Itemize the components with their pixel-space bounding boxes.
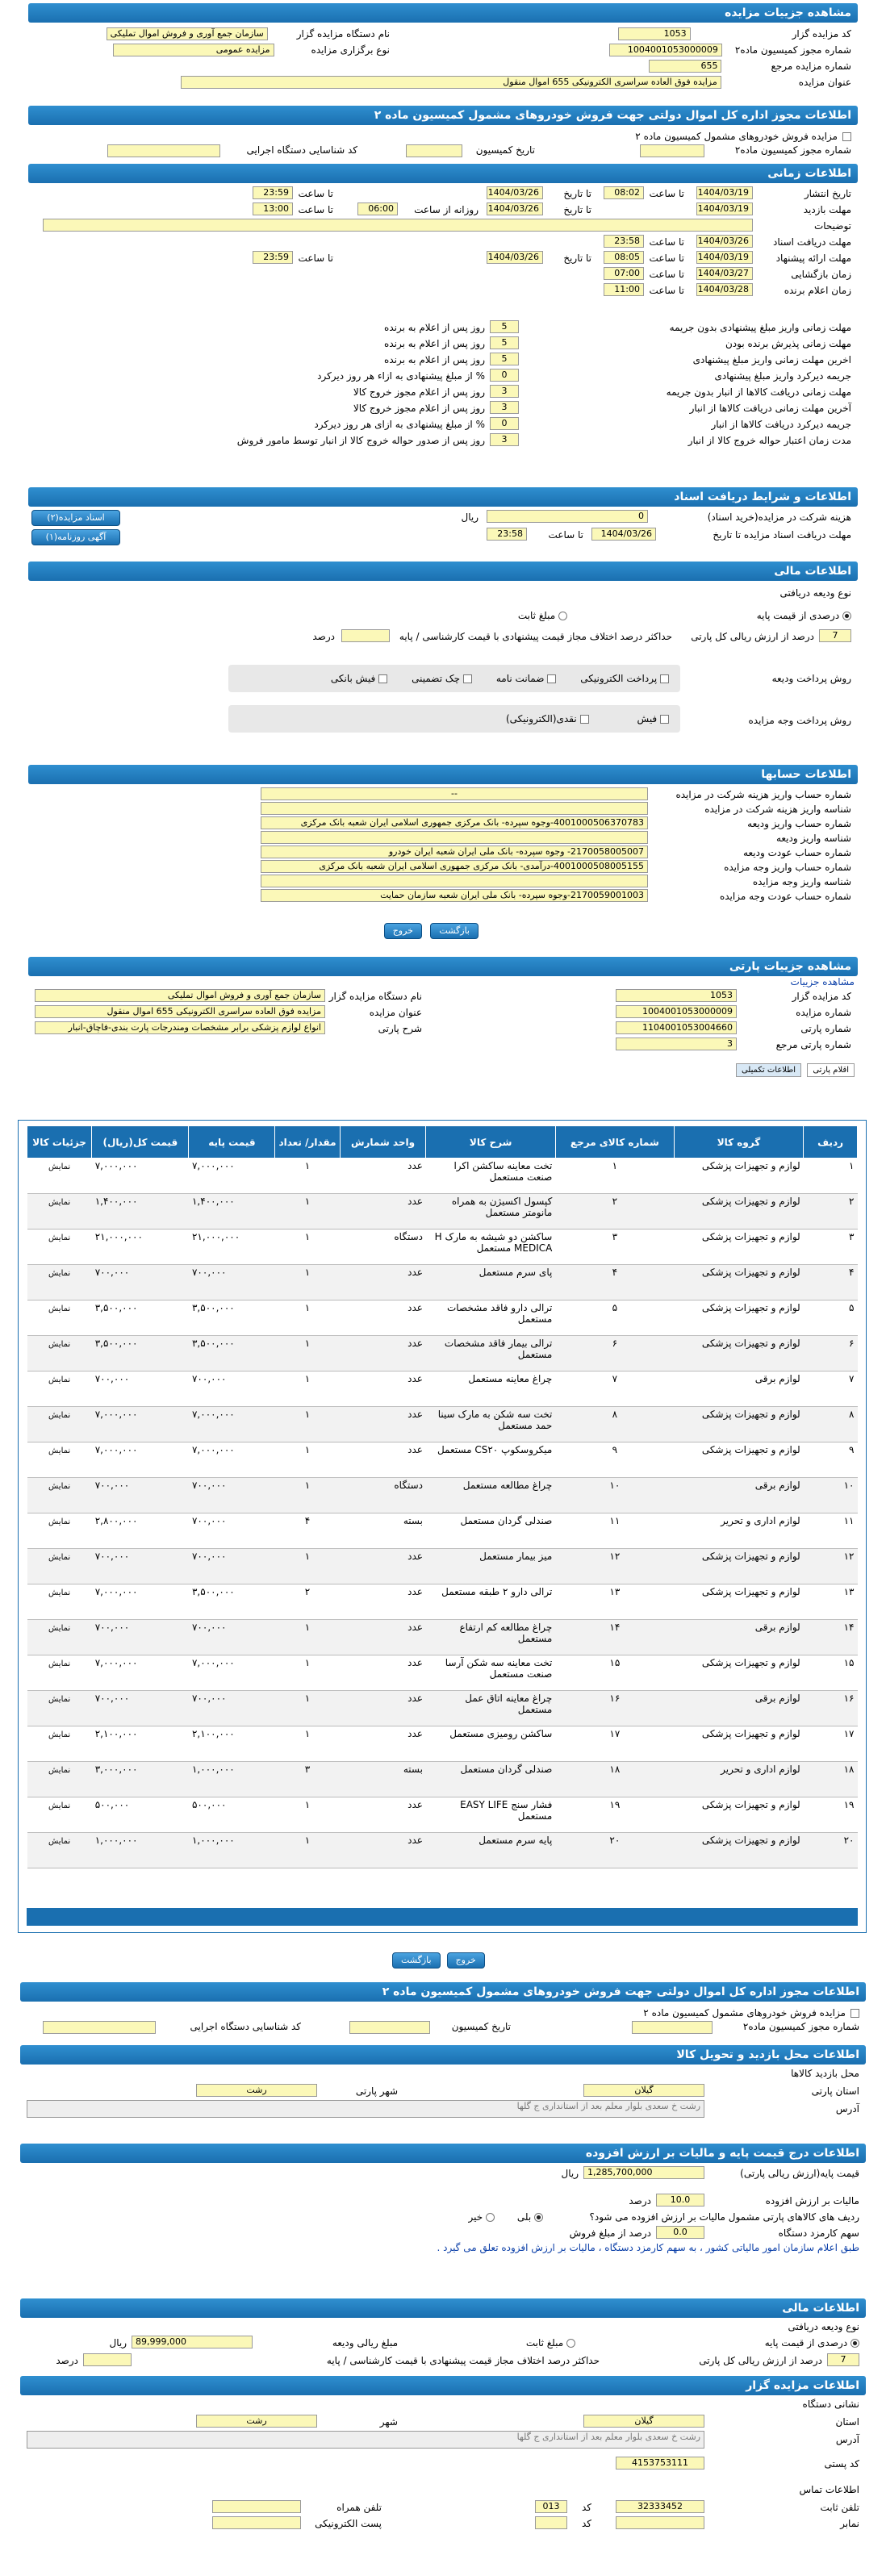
start-time-field: 07:00 bbox=[604, 267, 644, 280]
fixed-deposit-radio-2[interactable] bbox=[566, 2339, 575, 2348]
show-details-link[interactable]: نمایش bbox=[48, 1731, 71, 1739]
area-code-field: 013 bbox=[535, 2500, 567, 2513]
table-row: ۲ لوازم و تجهیزات پزشکی ۲ کپسول اکسیژن به همراه مانومتر مستعمل عدد ۱ ۱,۴۰۰,۰۰۰ ۱,۴۰۰,۰۰۰ نمایش bbox=[27, 1194, 858, 1230]
show-details-link[interactable]: نمایش bbox=[48, 1802, 71, 1810]
auctioneer-code-field: 1053 bbox=[618, 27, 691, 40]
description-field bbox=[43, 219, 753, 232]
slip-payment-checkbox[interactable] bbox=[660, 715, 669, 724]
show-details-link[interactable]: نمایش bbox=[48, 1163, 71, 1171]
deposit-amount-field: 89,999,000 bbox=[132, 2336, 253, 2348]
party-field: سازمان جمع آوری و فروش اموال تملیکی bbox=[35, 989, 325, 1002]
rule-value-field: 3 bbox=[490, 433, 519, 446]
auctioneer-province-field: گیلان bbox=[583, 2415, 704, 2428]
account-field: 2170058005007- وجوه سپرده- بانک ملی ایران شعبه ایران خودرو bbox=[261, 845, 648, 858]
show-details-link[interactable]: نمایش bbox=[48, 1305, 71, 1313]
document-conditions-section: اطلاعات و شرایط دریافت اسناد هزینه شرکت در مزایده(خرید اسناد) 0 ریال مهلت دریافت اسناد مزایده تا تاریخ 1404/03/26 تا ساعت 23:58 اسناد مزایده(۲) آگهی روزنامه(۱) bbox=[28, 487, 858, 550]
column-header: قیمت کل(ریال) bbox=[92, 1126, 189, 1159]
account-field bbox=[261, 875, 648, 887]
end-date-field: 1404/03/26 bbox=[487, 186, 543, 199]
payment-methods-box: فیش نقدی(الکترونیکی) bbox=[228, 705, 680, 733]
party-field: 1053 bbox=[616, 989, 737, 1002]
party-details-section: مشاهده جزییات پارتی مشاهده جزییات کد مزایده گزار 1053 نام دستگاه مزایده گزار سازمان جمع آوری و فروش اموال تملیکی شماره مزایده 1004001053000009 عنوان مزایده مزایده فوق العاده سراسری الکترونیکی 655 اموال منقول شماره پارتی 1104001053004660 شرح پارتی انواع لوازم پزشکی برابر مشخصات ومندرجات پارت بندی-فاچاق-انبار شماره پارتی مرجع 3 اقلام پارتی اطلاعات تکمیلی bbox=[28, 957, 858, 1081]
max-diff-field bbox=[341, 629, 390, 642]
base-price-field: 1,285,700,000 bbox=[583, 2166, 704, 2179]
vat-field: 10.0 bbox=[656, 2194, 704, 2207]
section-title: اطلاعات حسابها bbox=[28, 765, 858, 784]
start-date-field: 1404/03/19 bbox=[696, 186, 753, 199]
deposit-methods-box: پرداخت الکترونیکی ضمانت نامه چک تضمینی فیش بانکی bbox=[228, 665, 680, 692]
table-row: ۷ لوازم برقی ۷ چراغ معاینه مستعمل عدد ۱ ۷۰۰,۰۰۰ ۷۰۰,۰۰۰ نمایش bbox=[27, 1372, 858, 1407]
rule-value-field: 3 bbox=[490, 401, 519, 414]
fixed-deposit-radio[interactable] bbox=[558, 612, 567, 620]
section-title: اطلاعات و شرایط دریافت اسناد bbox=[28, 487, 858, 507]
show-details-link[interactable]: نمایش bbox=[48, 1766, 71, 1775]
show-details-link[interactable]: نمایش bbox=[48, 1482, 71, 1491]
deposit-percent-field: 7 bbox=[819, 629, 851, 642]
party-field: مزایده فوق العاده سراسری الکترونیکی 655 اموال منقول bbox=[35, 1005, 325, 1018]
column-header: ردیف bbox=[804, 1126, 858, 1159]
show-details-link[interactable]: نمایش bbox=[48, 1553, 71, 1562]
mobile-field bbox=[212, 2500, 301, 2513]
column-header: واحد شمارش bbox=[340, 1126, 426, 1159]
start-time-field: 08:05 bbox=[604, 251, 644, 264]
table-row: ۱۶ لوازم برقی ۱۶ چراغ معاینه اتاق عمل مستعمل عدد ۱ ۷۰۰,۰۰۰ ۷۰۰,۰۰۰ نمایش bbox=[27, 1691, 858, 1726]
table-row: ۱۴ لوازم برقی ۱۴ چراغ مطالعه کم ارتفاع مستعمل عدد ۱ ۷۰۰,۰۰۰ ۷۰۰,۰۰۰ نمایش bbox=[27, 1620, 858, 1655]
show-details-link[interactable]: نمایش bbox=[48, 1234, 71, 1242]
table-row: ۴ لوازم و تجهیزات پزشکی ۴ پای سرم مستعمل عدد ۱ ۷۰۰,۰۰۰ ۷۰۰,۰۰۰ نمایش bbox=[27, 1265, 858, 1301]
show-details-link[interactable]: نمایش bbox=[48, 1376, 71, 1384]
show-details-link[interactable]: نمایش bbox=[48, 1695, 71, 1704]
end-time-field: 23:59 bbox=[253, 186, 293, 199]
column-header: شرح کالا bbox=[426, 1126, 555, 1159]
rule-value-field: 5 bbox=[490, 353, 519, 365]
table-row: ۸ لوازم و تجهیزات پزشکی ۸ تخت سه شکن به مارک سینا حمد مستعمل عدد ۱ ۷,۰۰۰,۰۰۰ ۷,۰۰۰,۰۰۰ نمایش bbox=[27, 1407, 858, 1442]
party-address-field: رشت خ سعدی بلوار معلم بعد از استانداری ج گلها bbox=[27, 2100, 704, 2118]
start-date-field: 1404/03/26 bbox=[696, 235, 753, 248]
show-details-link[interactable]: نمایش bbox=[48, 1660, 71, 1668]
section-title: اطلاعات مالی bbox=[28, 562, 858, 581]
commission-permit-field bbox=[640, 144, 704, 157]
end-date-field: 1404/03/26 bbox=[487, 251, 543, 264]
commission-checkbox-2[interactable] bbox=[850, 2009, 859, 2018]
end-date-field: 1404/03/26 bbox=[487, 202, 543, 215]
account-field bbox=[261, 831, 648, 844]
auction-type-field: مزایده عمومی bbox=[113, 44, 274, 56]
tab-party-items[interactable]: اقلام پارتی bbox=[807, 1063, 855, 1077]
rule-value-field: 0 bbox=[490, 417, 519, 430]
electronic-payment-checkbox[interactable] bbox=[660, 674, 669, 683]
items-table bbox=[27, 1125, 858, 1868]
deposit-percent-field-2: 7 bbox=[827, 2353, 859, 2366]
end-time-field: 13:00 bbox=[253, 202, 293, 215]
show-details-link[interactable]: نمایش bbox=[48, 1198, 71, 1207]
show-details-link[interactable]: نمایش bbox=[48, 1411, 71, 1420]
guarantee-checkbox[interactable] bbox=[547, 674, 556, 683]
start-date-field: 1404/03/19 bbox=[696, 202, 753, 215]
table-row: ۲۰ لوازم و تجهیزات پزشکی ۲۰ پایه سرم مستعمل عدد ۱ ۱,۰۰۰,۰۰۰ ۱,۰۰۰,۰۰۰ نمایش bbox=[27, 1833, 858, 1868]
account-field: 2170059001003-وجوه سپرده- بانک ملی ایران شعبه سازمان حمایت bbox=[261, 889, 648, 902]
exit-button[interactable]: خروج bbox=[384, 923, 422, 939]
max-diff-field-2 bbox=[83, 2353, 132, 2366]
auctioneer-city-field: رشت bbox=[196, 2415, 317, 2428]
commission-permit-field-2 bbox=[632, 2021, 713, 2034]
account-field: -- bbox=[261, 787, 648, 800]
table-row: ۹ لوازم و تجهیزات پزشکی ۹ میکروسکوپ CS۲۰ مستعمل عدد ۱ ۷,۰۰۰,۰۰۰ ۷,۰۰۰,۰۰۰ نمایش bbox=[27, 1442, 858, 1478]
party-province-field: گیلان bbox=[583, 2084, 704, 2097]
section-title: اطلاعات زمانی bbox=[28, 164, 858, 183]
bank-slip-checkbox[interactable] bbox=[378, 674, 387, 683]
show-details-link[interactable]: نمایش bbox=[48, 1447, 71, 1455]
section-title: اطلاعات درج قیمت پایه و مالیات بر ارزش افزوده bbox=[20, 2144, 866, 2163]
vat-no-radio[interactable] bbox=[486, 2213, 495, 2222]
start-date-field: 1404/03/27 bbox=[696, 267, 753, 280]
agency-id-field bbox=[107, 144, 220, 157]
auction-documents-button[interactable]: اسناد مزایده(۲) bbox=[31, 510, 120, 526]
daily-time-field: 06:00 bbox=[357, 202, 398, 215]
commission-checkbox[interactable] bbox=[842, 132, 851, 141]
percent-deposit-radio[interactable] bbox=[842, 612, 851, 620]
table-row: ۱۲ لوازم و تجهیزات پزشکی ۱۲ میز بیمار مستعمل عدد ۱ ۷۰۰,۰۰۰ ۷۰۰,۰۰۰ نمایش bbox=[27, 1549, 858, 1584]
cheque-checkbox[interactable] bbox=[463, 674, 472, 683]
percent-deposit-radio-2[interactable] bbox=[850, 2339, 859, 2348]
rule-value-field: 3 bbox=[490, 385, 519, 398]
table-row: ۱۸ لوازم اداری و تحریر ۱۸ صندلی گردان مستعمل بسته ۳ ۱,۰۰۰,۰۰۰ ۳,۰۰۰,۰۰۰ نمایش bbox=[27, 1762, 858, 1797]
document-deadline-date: 1404/03/26 bbox=[591, 528, 656, 541]
cash-payment-checkbox[interactable] bbox=[580, 715, 589, 724]
show-details-link[interactable]: نمایش bbox=[48, 1518, 71, 1526]
end-time-field: 23:59 bbox=[253, 251, 293, 264]
auction-details-section: مشاهده جزییات مزایده کد مزایده گزار 1053 نام دستگاه مزایده گزار سازمان جمع آوری و فروش اموال تملیکی شماره مجوز کمیسیون ماده۲ 1004001053000009 نوع برگزاری مزایده مزایده عمومی شماره مزایده مرجع 655 عنوان مزایده مزایده فوق العاده سراسری الکترونیکی 655 اموال منقول bbox=[28, 3, 858, 100]
accounts-section: اطلاعات حسابها شماره حساب واریز هزینه شرکت در مزایده -- شناسه واریز هزینه شرکت در مزایده شماره حساب واریز ودیعه 4001000506370783-وجوه سپرده- بانک مرکزی جمهوری اسلامی ایران شعبه بانک مرکزی شناسه واریز ودیعه شماره حساب عودت ودیعه 2170058005007- وجوه سپرده- بانک ملی ایران شعبه ایران خودرو شماره حساب واریز وجه مزایده 4001000508005155-درآمدی- بانک مرکزی جمهوری اسلامی ایران شعبه بانک مرکزی شناسه واریز وجه مزایده شماره حساب عودت وجه مزایده 2170059001003-وجوه سپرده- بانک ملی ایران شعبه سازمان حمایت بازگشت خروج bbox=[28, 765, 858, 946]
back-button[interactable]: بازگشت bbox=[430, 923, 479, 939]
start-time-field: 08:02 bbox=[604, 186, 644, 199]
postal-code-field: 4153753111 bbox=[616, 2457, 704, 2470]
reference-number-field: 655 bbox=[649, 60, 721, 73]
commission-permit-section: اطلاعات مجوز اداره کل اموال دولتی جهت فروش خودروهای مشمول کمیسیون ماده ۲ مزایده فروش خودروهای مشمول کمیسیون ماده ۲ شماره مجوز کمیسیون ماده۲ تاریخ کمیسیون کد شناسایی دستگاه اجرایی bbox=[28, 106, 858, 161]
start-time-field: 11:00 bbox=[604, 283, 644, 296]
commission-date-field-2 bbox=[349, 2021, 430, 2034]
section-title: اطلاعات مزایده گزار bbox=[20, 2376, 866, 2395]
show-details-link[interactable]: نمایش bbox=[48, 1269, 71, 1278]
permit-number-field: 1004001053000009 bbox=[609, 44, 722, 56]
commission-share-field: 0.0 bbox=[656, 2226, 704, 2239]
document-deadline-time: 23:58 bbox=[487, 528, 527, 541]
account-field bbox=[261, 802, 648, 815]
section-title: مشاهده جزییات پارتی bbox=[28, 957, 858, 976]
visit-location-section: اطلاعات محل بازدید و تحویل کالا محل بازدید کالاها استان پارتی گیلان شهر پارتی رشت آدرس رشت خ سعدی بلوار معلم بعد از استانداری ج گلها bbox=[20, 2045, 866, 2119]
start-date-field: 1404/03/19 bbox=[696, 251, 753, 264]
exit-button[interactable]: خروج bbox=[447, 1952, 485, 1969]
commission-date-field bbox=[406, 144, 462, 157]
back-button[interactable]: بازگشت bbox=[392, 1952, 441, 1969]
vat-note: طبق اعلام سازمان امور مالیاتی کشور ، به سهم کارمزد دستگاه ، مالیات بر ارزش افزوده تعلق می گیرد . bbox=[437, 2242, 859, 2253]
party-field: انواع لوازم پزشکی برابر مشخصات ومندرجات پارت بندی-فاچاق-انبار bbox=[35, 1021, 325, 1034]
table-footer bbox=[27, 1908, 858, 1926]
column-header: شماره کالای مرجع bbox=[555, 1126, 674, 1159]
party-field: 3 bbox=[616, 1037, 737, 1050]
party-city-field: رشت bbox=[196, 2084, 317, 2097]
financial-section: اطلاعات مالی نوع ودیعه دریافتی درصدی از قیمت پایه مبلغ ثابت 7 درصد از ارزش ریالی کل پارتی حداکثر درصد اختلاف مجاز قیمت پیشنهادی با قیمت کارشناسی / پایه درصد روش پرداخت ودیعه پرداخت الکترونیکی ضمانت نامه چک تضمینی فیش بانکی روش پرداخت وجه مزایده فیش نقدی(الکترونیکی) bbox=[28, 562, 858, 774]
commission-permit-section-2: اطلاعات مجوز اداره کل اموال دولتی جهت فروش خودروهای مشمول کمیسیون ماده ۲ مزایده فروش خودروهای مشمول کمیسیون ماده ۲ شماره مجوز کمیسیون ماده۲ تاریخ کمیسیون کد شناسایی دستگاه اجرایی bbox=[20, 1982, 866, 2037]
auctioneer-name-field: سازمان جمع آوری و فروش اموال تملیکی bbox=[107, 27, 268, 40]
start-time-field: 23:58 bbox=[604, 235, 644, 248]
table-row: ۵ لوازم و تجهیزات پزشکی ۵ ترالی دارو فاقد مشخصات مستعمل عدد ۱ ۳,۵۰۰,۰۰۰ ۳,۵۰۰,۰۰۰ نمایش bbox=[27, 1301, 858, 1336]
table-row: ۱۰ لوازم برقی ۱۰ چراغ مطالعه مستعمل دستگاه ۱ ۷۰۰,۰۰۰ ۷۰۰,۰۰۰ نمایش bbox=[27, 1478, 858, 1513]
rule-value-field: 5 bbox=[490, 336, 519, 349]
table-row: ۱ لوازم و تجهیزات پزشکی ۱ تخت معاینه ساکشن اکرا صنعت مستعمل عدد ۱ ۷,۰۰۰,۰۰۰ ۷,۰۰۰,۰۰۰ نمایش bbox=[27, 1159, 858, 1194]
section-title: اطلاعات مجوز اداره کل اموال دولتی جهت فروش خودروهای مشمول کمیسیون ماده ۲ bbox=[20, 1982, 866, 2002]
newspaper-ad-button[interactable]: آگهی روزنامه(۱) bbox=[31, 529, 120, 545]
section-title: اطلاعات مالی bbox=[20, 2298, 866, 2318]
table-row: ۱۵ لوازم و تجهیزات پزشکی ۱۵ تخت معاینه سه شکن آرسا صنعت مستعمل عدد ۱ ۷,۰۰۰,۰۰۰ ۷,۰۰۰,۰۰۰ نمایش bbox=[27, 1655, 858, 1691]
table-row: ۳ لوازم و تجهیزات پزشکی ۳ ساکشن دو شیشه به مارک H MEDICA مستعمل دستگاه ۱ ۲۱,۰۰۰,۰۰۰ ۲۱,۰۰۰,۰۰۰ نمایش bbox=[27, 1230, 858, 1265]
nav-buttons bbox=[392, 1952, 485, 1969]
show-details-link[interactable]: نمایش bbox=[48, 1837, 71, 1846]
column-header: مقدار/ تعداد bbox=[275, 1126, 340, 1159]
show-details-link[interactable]: نمایش bbox=[48, 1589, 71, 1597]
table-row: ۱۹ لوازم و تجهیزات پزشکی ۱۹ فشار سنج EASY LIFE مستعمل عدد ۱ ۵۰۰,۰۰۰ ۵۰۰,۰۰۰ نمایش bbox=[27, 1797, 858, 1833]
table-row: ۱۱ لوازم اداری و تحریر ۱۱ صندلی گردان مستعمل بسته ۴ ۷۰۰,۰۰۰ ۲,۸۰۰,۰۰۰ نمایش bbox=[27, 1513, 858, 1549]
agency-id-field-2 bbox=[43, 2021, 156, 2034]
tab-extra-info[interactable]: اطلاعات تکمیلی bbox=[736, 1063, 801, 1077]
phone-field: 32333452 bbox=[616, 2500, 704, 2513]
start-date-field: 1404/03/28 bbox=[696, 283, 753, 296]
account-field: 4001000508005155-درآمدی- بانک مرکزی جمهوری اسلامی ایران شعبه بانک مرکزی bbox=[261, 860, 648, 873]
financial-section-2: اطلاعات مالی نوع ودیعه دریافتی درصدی از قیمت پایه مبلغ ثابت مبلغ ریالی ودیعه 89,999,000 ریال 7 درصد از ارزش ریالی کل پارتی حداکثر درصد اختلاف مجاز قیمت پیشنهادی با قیمت کارشناسی / پایه درصد bbox=[20, 2298, 866, 2369]
fax-field bbox=[616, 2516, 704, 2529]
party-field: 1004001053000009 bbox=[616, 1005, 737, 1018]
auctioneer-info-section: اطلاعات مزایده گزار نشانی دستگاه استان گیلان شهر رشت آدرس رشت خ سعدی بلوار معلم بعد از استانداری ج گلها کد پستی 4153753111 اطلاعات تماس تلفن ثابت 32333452 کد 013 تلفن همراه نمابر کد پست الکترونیکی bbox=[20, 2376, 866, 2573]
auction-title-field: مزایده فوق العاده سراسری الکترونیکی 655 اموال منقول bbox=[181, 76, 721, 89]
table-row: ۶ لوازم و تجهیزات پزشکی ۶ ترالی بیمار فاقد مشخصات مستعمل عدد ۱ ۳,۵۰۰,۰۰۰ ۳,۵۰۰,۰۰۰ نمایش bbox=[27, 1336, 858, 1372]
rule-value-field: 0 bbox=[490, 369, 519, 382]
party-field: 1104001053004660 bbox=[616, 1021, 737, 1034]
account-field: 4001000506370783-وجوه سپرده- بانک مرکزی جمهوری اسلامی ایران شعبه بانک مرکزی bbox=[261, 816, 648, 829]
show-details-link[interactable]: نمایش bbox=[48, 1624, 71, 1633]
auctioneer-address-field: رشت خ سعدی بلوار معلم بعد از استانداری ج گلها bbox=[27, 2431, 704, 2449]
column-header: گروه کالا bbox=[674, 1126, 803, 1159]
items-table-container bbox=[18, 1120, 867, 1933]
email-field bbox=[212, 2516, 301, 2529]
show-details-link[interactable]: نمایش bbox=[48, 1340, 71, 1349]
vat-yes-radio[interactable] bbox=[534, 2213, 543, 2222]
table-row: ۱۷ لوازم و تجهیزات پزشکی ۱۷ ساکشن رومیزی مستعمل عدد ۱ ۲,۱۰۰,۰۰۰ ۲,۱۰۰,۰۰۰ نمایش bbox=[27, 1726, 858, 1762]
base-price-vat-section: اطلاعات درج قیمت پایه و مالیات بر ارزش افزوده قیمت پایه(ارزش ریالی پارتی) 1,285,700,000 ریال مالیات بر ارزش افزوده 10.0 درصد ردیف های کالاهای پارتی مشمول مالیات بر ارزش افزوده می شود؟ بلی خیر سهم کارمزد دستگاه 0.0 درصد از مبلغ فروش طبق اعلام سازمان امور مالیاتی کشور ، به سهم کارمزد دستگاه ، مالیات بر ارزش افزوده تعلق می گیرد . bbox=[20, 2144, 866, 2253]
section-title: اطلاعات مجوز اداره کل اموال دولتی جهت فروش خودروهای مشمول کمیسیون ماده ۲ bbox=[28, 106, 858, 125]
column-header: جزئیات کالا bbox=[27, 1126, 92, 1159]
section-title: مشاهده جزییات مزایده bbox=[28, 3, 858, 23]
rule-value-field: 5 bbox=[490, 320, 519, 333]
table-row: ۱۳ لوازم و تجهیزات پزشکی ۱۳ ترالی دارو ۲ طبقه مستعمل عدد ۲ ۳,۵۰۰,۰۰۰ ۷,۰۰۰,۰۰۰ نمایش bbox=[27, 1584, 858, 1620]
document-fee-field: 0 bbox=[487, 510, 648, 523]
time-info-section: اطلاعات زمانی تاریخ انتشار 1404/03/19 تا ساعت 08:02 تا تاریخ 1404/03/26 تا ساعت 23:59 مهلت بازدید 1404/03/19 روزانه از ساعت 06:00 تا تاریخ 1404/03/26 تا ساعت 13:00 توضیحات مهلت دریافت اسناد 1404/03/26 تا ساعت 23:58 مهلت ارائه پیشنهاد 1404/03/19 تا ساعت 08:05 تا تاریخ 1404/03/26 تا ساعت 23:59 زمان بازگشایی 1404/03/27 تا ساعت 07:00 زمان اعلام برنده 1404/03/28 تا ساعت 11:00 مهلت زمانی واریز مبلغ پیشنهادی بدون جریمه 5 روز پس از اعلام به برنده مهلت زمانی پذیرش برنده بودن 5 روز پس از اعلام به برنده اخرین مهلت زمانی واریز مبلغ پیشنهادی 5 روز پس از اعلام به برنده جریمه دیرکرد واریز مبلغ پیشنهادی 0 % از مبلغ پیشنهادی به ازاء هر روز دیرکرد مهلت زمانی دریافت کالاها از انبار بدون جریمه 3 روز پس از اعلام مجوز خروج کالا آخرین مهلت زمانی دریافت کالاها از انبار 3 روز پس از اعلام مجوز خروج کالا جریمه دیرکرد دریافت کالاها از انبار 0 % از مبلغ پیشنهادی به ازای هر روز دیرکرد مدت زمان اعتبار حواله خروج کالا از انبار 3 روز پس از صدور حواله خروج کالا از انبار توسط مامور فروش bbox=[28, 164, 858, 501]
column-header: قیمت پایه bbox=[189, 1126, 275, 1159]
section-title: اطلاعات محل بازدید و تحویل کالا bbox=[20, 2045, 866, 2065]
fax-code-field bbox=[535, 2516, 567, 2529]
